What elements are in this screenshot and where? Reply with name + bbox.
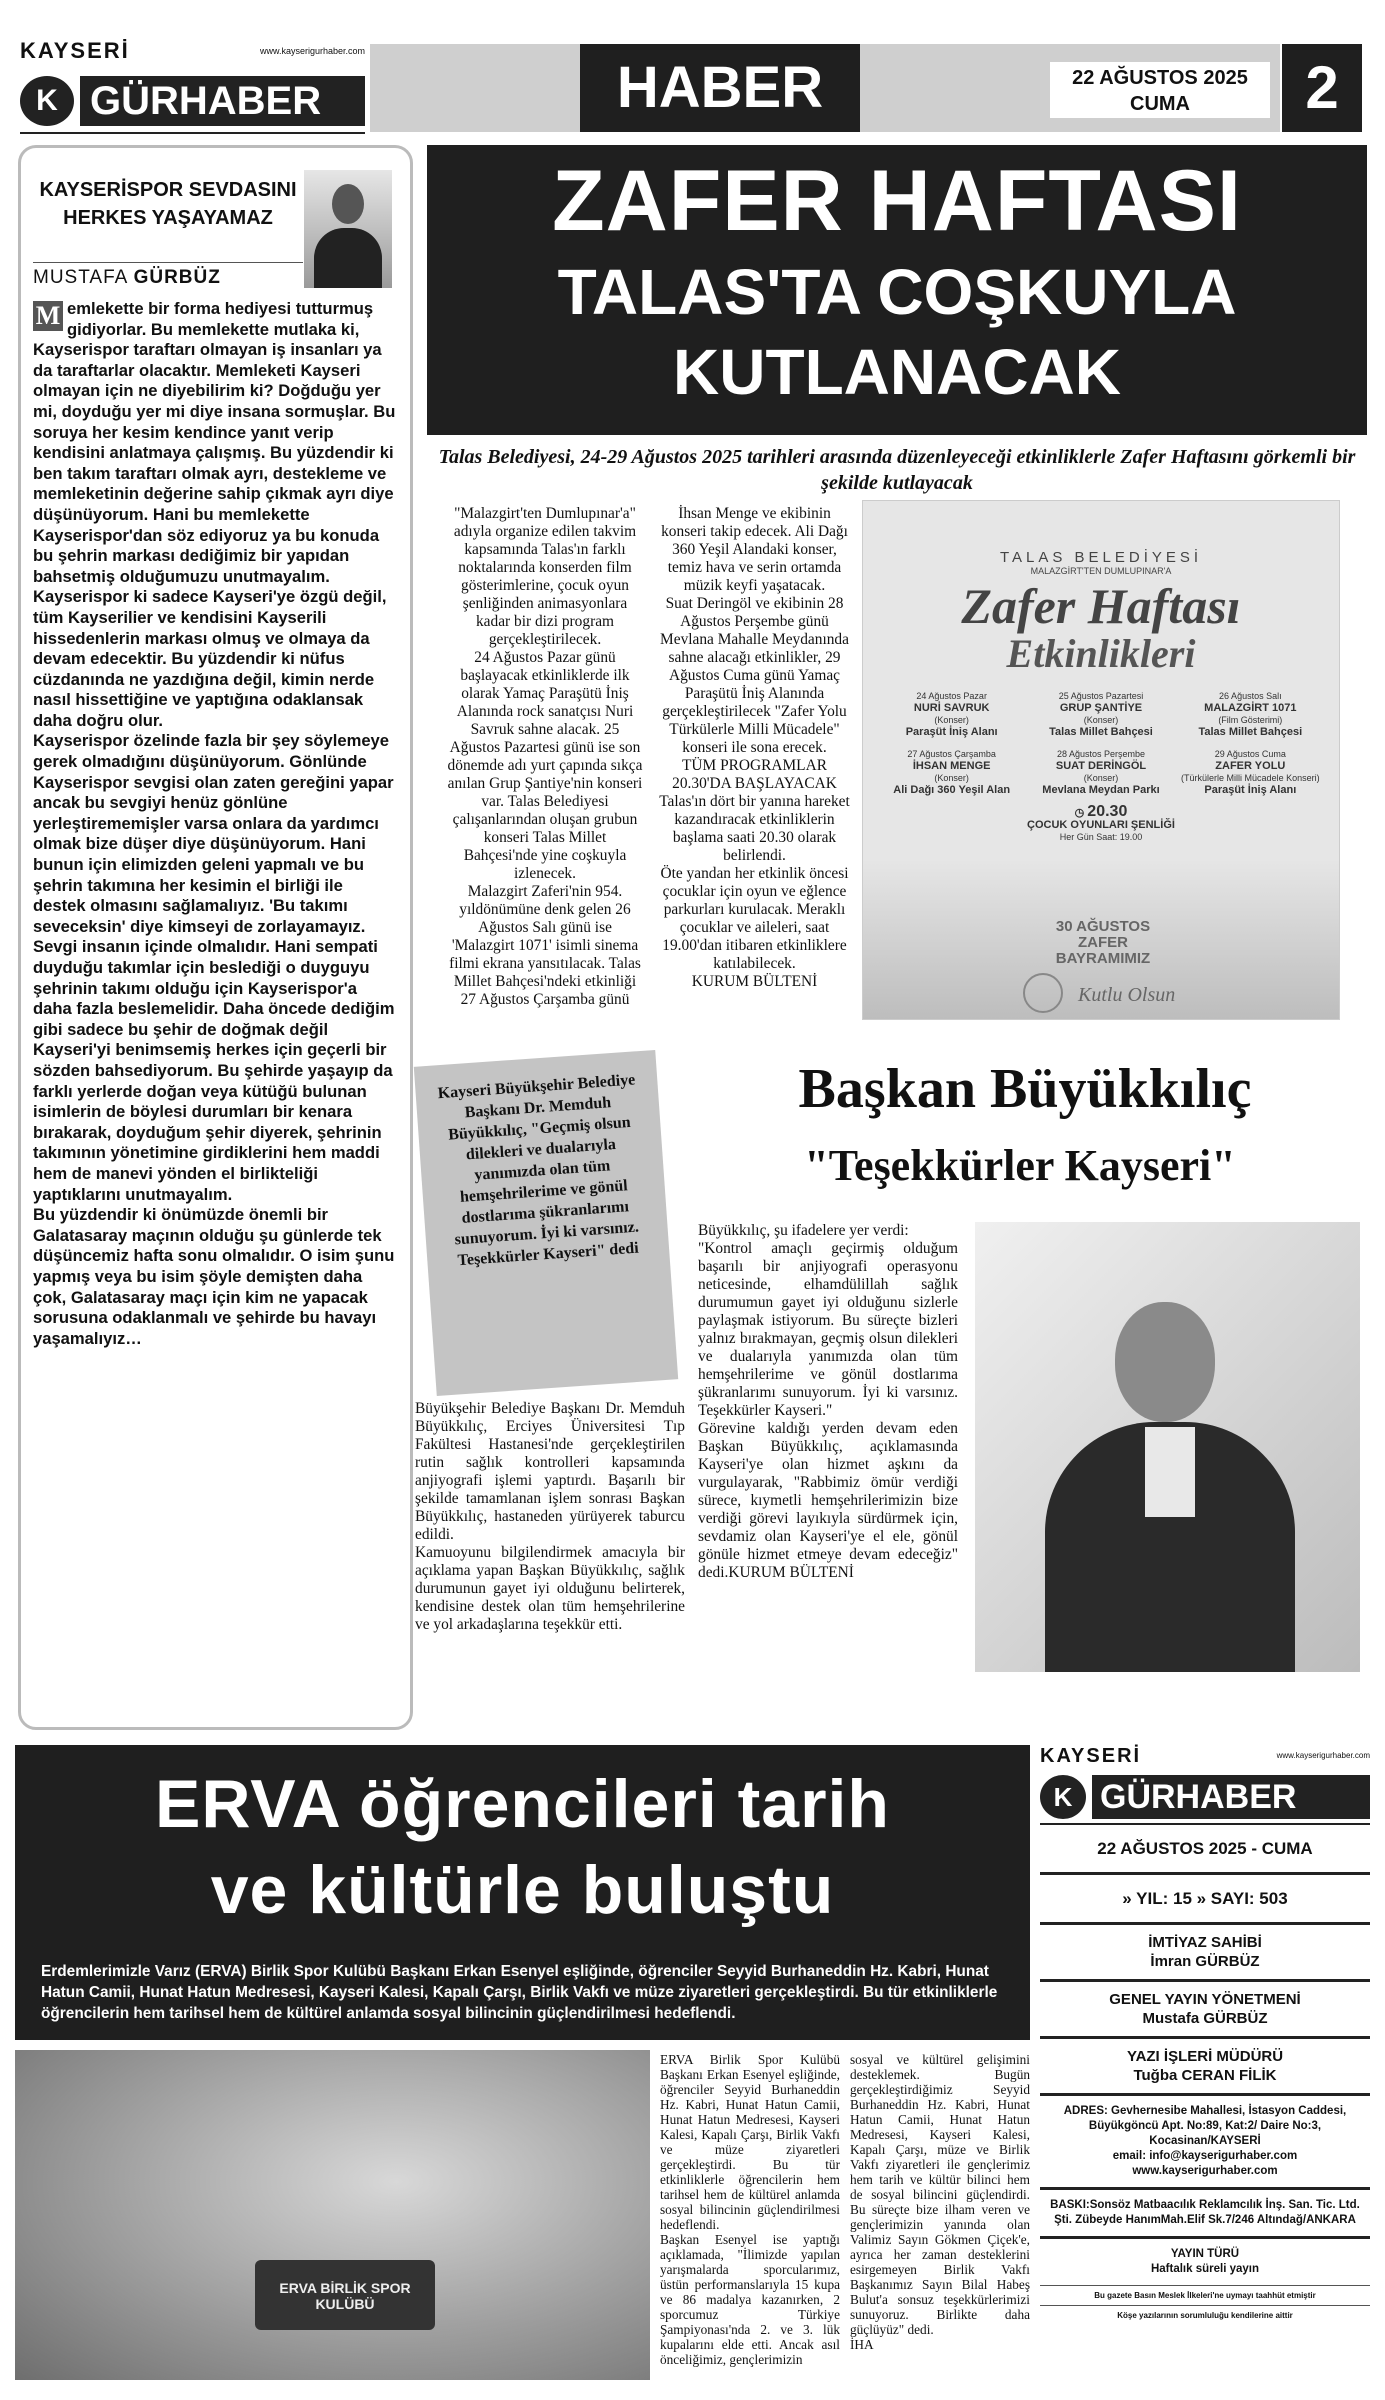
poster-org: TALAS BELEDİYESİ bbox=[999, 549, 1203, 566]
poster-time: ◷ 20.30 bbox=[1074, 803, 1128, 820]
impressum-email[interactable]: email: info@kayserigurhaber.com bbox=[1112, 2150, 1298, 2162]
poster-title: Zafer Haftası bbox=[961, 578, 1241, 634]
column-text: emlekette bir forma hediyesi tutturmuş gidiyorlar. Bu memlekette mutlaka ki, Kayserispor taraftarı olmayan iş insanları ya da taraftarlar olacaktır. Memleketi Kayseri olmayan için ne diyebilirim ki? Doğduğu yer mi, doyduğu yer mi diye insana sormuşlar. Bu soruya her kesim kendince yanıt verip kendisini anlatmaya çalışmış. Bu yüzdendir ki ben takım taraftarı olmak ayrı, destekleme ve memleketinin değerine sahip çıkmak ayrı diye düşünüyorum. Hani bu memlekette Kayserispor'dan söz ediyoruz ya bu konuda bu şehrin markası dediğimiz bir yapıdan bahsetmiş olduğumuzu unutmayalım. Kayserispor ki sadece Kayseri'ye özgü değil, tüm Kayserilier ve kendisini Kayserili hissedenlerin markası olmuş ve olmaya da devam edecektir. Bu yüzdendir ki nüfus cüzdanında ne yazdığına değil, kimin nerde nasıl hissettiğine ve yaptığına odaklansak daha doğru olur. Kayserispor özelinde fazla bir şey söylemeye gerek olmadığını düşünüyorum. Gönlünde Kayserispor sevgisi olan zaten gereğini yapar ancak bu sevgiyi henüz gönlüne yerleştirememişler varsa onlara da yardımcı olmak bize düşer diye düşünüyorum. Hani bunun için elimizden geleni yapmalı ve bu şehrin takımına her kesimin el birliği ile destek olmasını sağlamalıyız. 'Bu takımı seveceksin' diye kimseyi de zorlayamayız. Sevgi insanın içinde olmalıdır. Hani sempati duyduğu takımlar için beslediği o duyguyu şehrinin takımı olduğu için Kayserispor'a daha fazla beslemelidir. Daha öncede dediğim gibi sadece bu şehir de doğmak değil Kayseri'yi benimsemiş herkes için geçerli bir sözden bahsediyorum. Bu şehirde yaşayıp da farklı yerlerde doğan veya kütüğü bulunan isimlerin de böylesi durumları bir kenara bırakarak, doyduğum şehir diyerek, şehrinin takımının yönetimine girdiklerini hem maddi hem de manevi yönden el birlikteliği yaptıklarını unutmayalım. Bu yüzdendir ki önümüzde önemli bir Galatasaray maçının olduğu şu günlerde tek düşüncemiz hafta sonu olmalıdır. O isim şunu yapmış veya bu isim şöyle demişten daha çok, Galatasaray maçı için kim ne yapacak sorusuna odaklanmalı ve şehirde bu havayı yaşamalıyız… bbox=[33, 299, 396, 1348]
poster-event: 27 Ağustos Çarşamba İHSAN MENGE (Konser) Ali Dağı 360 Yeşil Alan bbox=[893, 749, 1011, 796]
zafer-headline-line-2: TALAS'TA COŞKUYLA bbox=[557, 256, 1237, 328]
column-title: KAYSERİSPOR SEVDASINI HERKES YAŞAYAMAZ bbox=[39, 179, 297, 229]
logo-name: GÜRHABER bbox=[80, 76, 365, 126]
pull-quote: Kayseri Büyükşehir Belediye Başkanı Dr. Memduh Büyükkılıç, "Geçmiş olsun dilekleri ve dualarıyla yanımızda olan tüm hemşehrilerime ve gönül dostlarıma şükranlarımı sunuyorum. İyi ki varsınız. Teşekkürler Kayseri" dedi bbox=[414, 1050, 678, 1396]
impressum-gm: GENEL YAYIN YÖNETMENİ Mustafa GÜRBÜZ bbox=[1040, 1982, 1370, 2039]
impressum-note-columns: Köşe yazılarının sorumluluğu kendilerine aittir bbox=[1117, 2311, 1293, 2320]
impressum-address: ADRES: Gevhernesibe Mahallesi, İstasyon Caddesi, Büyükgöncü Apt. No:89, Kat:2/ Daire No:3, Kocasinan/KAYSERİ email: info@kayserigurhaber.com www.kayserigurhaber.com bbox=[1040, 2096, 1370, 2190]
baskan-subheadline: "Teşekkürler Kayseri" bbox=[804, 1141, 1236, 1190]
poster-event-grid bbox=[863, 676, 1339, 796]
opinion-column bbox=[18, 145, 413, 1730]
poster-subtitle: Etkinlikleri bbox=[1006, 631, 1196, 676]
impressum-date: 22 AĞUSTOS 2025 - CUMA bbox=[1040, 1825, 1370, 1875]
column-author bbox=[33, 262, 303, 289]
author-photo bbox=[304, 170, 392, 288]
issue-weekday: CUMA bbox=[1130, 93, 1190, 115]
poster-kids: ÇOCUK OYUNLARI ŞENLİĞİ Her Gün Saat: 19.00 bbox=[1027, 819, 1175, 842]
poster-theme: MALAZGİRT'TEN DUMLUPINAR'A bbox=[1030, 566, 1172, 576]
erva-column-2: sosyal ve kültürel gelişimini desteklemek. Bugün gerçekleştirdiğimiz Seyyid Burhaneddin Hz. Kabri, Hunat Hatun Camii, Hunat Hatun Medresesi, Kayseri Kalesi, Kapalı Çarşı, müze ve Birlik Vakfı ziyaretleri ile gençlerimiz hem tarih ve kültür bilinci hem de sosyal bilincini güçlendirdi. Bu süreçte bize ilham veren ve gençlerimizin yanında olan Valimiz Sayın Gökmen Çiçek'e, ayrıca her zaman desteklerini esirgemeyen Birlik Vakfı Başkanımız Sayın Bilal Habeş Bulut'a sonsuz teşekkürlerimizi sunuyoruz. Birlikte daha güçlüyüz" dedi. İHA bbox=[850, 2052, 1030, 2352]
municipality-seal-icon bbox=[1023, 973, 1063, 1013]
erva-lead: Erdemlerimizle Varız (ERVA) Birlik Spor Kulübü Başkanı Erkan Esenyel eşliğinde, öğrenciler Seyyid Burhaneddin Hz. Kabri, Hunat Hatun Camii, Hunat Hatun Medresesi, Kayseri Kalesi, Kapalı Çarşı, Birlik Vakfı ve müze ziyaretleri gerçekleştirdi. Bu tür etkinliklerle öğrencilerin hem tarihsel hem de kültürel anlamda sosyal bilincinin güçlendirilmesi hedeflendi. bbox=[15, 1955, 1030, 2040]
issue-date bbox=[1050, 62, 1270, 118]
section-label: HABER bbox=[580, 44, 860, 132]
baskan-column-1: Büyükşehir Belediye Başkanı Dr. Memduh Büyükkılıç, Erciyes Üniversitesi Tıp Fakültesi Hastanesi'nde gerçekleştirilen rutin sağlık kontrolleri kapsamında anjiyografi işlemi yaptırdı. Başarılı bir şekilde tamamlanan işlem sonrası Başkan Büyükkılıç, hastaneden yürüyerek taburcu edildi. Kamuoyunu bilgilendirmek amacıyla bir açıklama yapan Başkan Büyükkılıç, sağlık durumunun gayet iyi olduğunu belirterek, kendisine destek olan tüm hemşehrilerine ve yol arkadaşlarına teşekkür etti. bbox=[415, 1400, 685, 1633]
poster-event: 25 Ağustos Pazartesi GRUP ŞANTİYE (Konser) Talas Millet Bahçesi bbox=[1049, 691, 1153, 738]
erva-headline-line-2: ve kültürle buluştu bbox=[210, 1852, 835, 1928]
column-body bbox=[33, 299, 398, 1349]
mayor-photo bbox=[975, 1222, 1360, 1672]
impressum-owner: İMTİYAZ SAHİBİ İmran GÜRBÜZ bbox=[1040, 1925, 1370, 1982]
zafer-subhead: Talas Belediyesi, 24-29 Ağustos 2025 tarihleri arasında düzenleyeceği etkinliklerle Zafer Haftasını görkemli bir şekilde kutlayacak bbox=[438, 446, 1356, 494]
issue-date-day: 22 AĞUSTOS 2025 bbox=[1072, 67, 1248, 89]
impressum-editor: YAZI İŞLERİ MÜDÜRÜ Tuğba CERAN FİLİK bbox=[1040, 2039, 1370, 2096]
author-last-name: GÜRBÜZ bbox=[133, 267, 221, 288]
event-poster bbox=[862, 500, 1340, 1020]
baskan-column-2: Büyükkılıç, şu ifadelere yer verdi: "Kontrol amaçlı geçirmiş olduğum başarılı bir anjiyografi operasyonu neticesinde, elhamdülillah sağlık durumumun gayet iyi olduğunu sizlerle paylaşmak istiyorum. Bu süreçte bizleri yalnız bırakmayan, geçmiş olsun dilekleri ve dualarıyla yanımızda olan tüm hemşehrilerime ve gönül dostlarıma şükranlarımı sunuyorum. İyi ki varsınız. Teşekkürler Kayseri." Görevine kaldığı yerden devam eden Başkan Büyükkılıç, açıklamasında Kayseri'ye olan hizmet aşkını da vurgulayarak, "Rabbimiz ömür verdiği sürece, kıymetli hemşehrilerimizin bize verdiği görevi layıkıyla sürdürmek için, sevdamiz olan Kayseri'ye el ele, gönül gönüle hizmet etmeye devam edeceğiz" dedi.KURUM BÜLTENİ bbox=[698, 1222, 958, 1581]
zafer-headline-line-3: KUTLANACAK bbox=[673, 336, 1121, 408]
logo-mark-icon: K bbox=[20, 76, 74, 126]
impressum-logo-url[interactable]: www.kayserigurhaber.com bbox=[1276, 1751, 1370, 1760]
erva-headline-line-1: ERVA öğrencileri tarih bbox=[155, 1766, 890, 1842]
erva-group-photo bbox=[15, 2050, 650, 2380]
author-first-name: MUSTAFA bbox=[33, 267, 134, 288]
erva-headline-box bbox=[15, 1745, 1030, 1955]
logo-url[interactable]: www.kayserigurhaber.com bbox=[259, 46, 365, 56]
dropcap: M bbox=[33, 301, 63, 331]
impressum-note-ethics: Bu gazete Basın Meslek İlkeleri'ne uymayı taahhüt etmiştir bbox=[1040, 2286, 1370, 2306]
zafer-headline-line-1: ZAFER HAFTASI bbox=[552, 153, 1242, 249]
impressum-print: BASKI:Sonsöz Matbaacılık Reklamcılık İnş. San. Tic. Ltd. Şti. Zübeyde HanımMah.Elif Sk.7/246 Altındağ/ANKARA bbox=[1040, 2190, 1370, 2239]
zafer-column-2: İhsan Menge ve ekibinin konseri takip edecek. Ali Dağı 360 Yeşil Alandaki konser, temiz hava ve serin ortamda müzik keyfi yaşatacak. Suat Deringöl ve ekibinin 28 Ağustos Perşembe günü Mevlana Mahalle Meydanında sahne alacağı etkinlikler, 29 Ağustos Cuma günü Yamaç Paraşütü İniş Alanında gerçekleştirilecek "Zafer Yolu Türkülerle Milli Mücadele" konseri ile sona erecek. TÜM PROGRAMLAR 20.30'DA BAŞLAYACAK Talas'ın dört bir yanına hareket kazandıracak etkinliklerin başlama saati 20.30 olarak belirlendi. Öte yandan her etkinlik öncesi çocuklar için oyun ve eğlence parkurları kurulacak. Meraklı çocuklar ve aileleri, saat 19.00'dan itibaren etkinliklere katılabilecek. KURUM BÜLTENİ bbox=[659, 505, 850, 990]
impressum-logo bbox=[1040, 1745, 1370, 1825]
masthead-logo bbox=[20, 38, 365, 134]
erva-column-1: ERVA Birlik Spor Kulübü Başkanı Erkan Esenyel eşliğinde, öğrenciler Seyyid Burhaneddin Hz. Kabri, Hunat Hatun Camii, Hunat Hatun Medresesi, Kayseri Kalesi, Kapalı Çarşı, Birlik Vakfı ve müze ziyaretleri gerçekleştirdi. Bu tür etkinliklerle öğrencilerin hem tarihsel hem de kültürel anlamda sosyal bilincinin güçlendirilmesi hedeflendi. Başkan Esenyel ise yaptığı açıklamada, "İlimizde yapılan yarışmalarda sporcularımız, üstün performanslarıyla 15 kupa ve 86 madalya kazanırken, 2 sporcumuz Türkiye Şampiyonası'nda 2. ve 3. lük kupalarını elde etti. Ancak asıl önceliğimiz, gençlerimizin bbox=[660, 2052, 840, 2367]
impressum-web[interactable]: www.kayserigurhaber.com bbox=[1132, 2165, 1278, 2177]
photo-banner: ERVA BİRLİK SPOR KULÜBÜ bbox=[255, 2260, 435, 2330]
clock-icon: ◷ bbox=[1074, 807, 1088, 819]
poster-bayram: 30 AĞUSTOS ZAFER BAYRAMIMIZ bbox=[1055, 918, 1151, 967]
poster-signature: Kutlu Olsun bbox=[1078, 984, 1176, 1006]
poster-event: 28 Ağustos Perşembe SUAT DERİNGÖL (Konser) Mevlana Meydan Parkı bbox=[1042, 749, 1160, 796]
zafer-headline-box bbox=[427, 145, 1367, 435]
logo-city: KAYSERİ bbox=[20, 38, 130, 63]
zafer-column-1: "Malazgirt'ten Dumlupınar'a" adıyla organize edilen takvim kapsamında Talas'ın farklı noktalarında konserden film gösterimlerine, çocuk oyun şenliğinden animasyonlara kadar bir dizi program gerçekleştirilecek. 24 Ağustos Pazar günü başlayacak etkinliklerde ilk olarak Yamaç Paraşütü İniş Alanında rock sanatçısı Nuri Savruk sahne alacak. 25 Ağustos Pazartesi günü ise son dönemde adı yurt çapında sıkça anılan Grup Şantiye'nin konseri var. Talas Belediyesi çalışanlarından oluşan grubun konseri Talas Millet Bahçesi'nde yine coşkuyla izlenecek. Malazgirt Zaferi'nin 954. yıldönümüne denk gelen 26 Ağustos Salı günü ise 'Malazgirt 1071' isimli sinema filmi ekrana yansıtılacak. Talas Millet Bahçesi'ndeki etkinliği 27 Ağustos Çarşamba günü bbox=[447, 505, 643, 1008]
impressum bbox=[1040, 1745, 1370, 2385]
poster-event: 24 Ağustos Pazar NURİ SAVRUK (Konser) Paraşüt İniş Alanı bbox=[905, 691, 998, 738]
poster-event: 26 Ağustos Salı MALAZGİRT 1071 (Film Gösterimi) Talas Millet Bahçesi bbox=[1198, 691, 1303, 738]
impressum-logo-name: GÜRHABER bbox=[1092, 1775, 1370, 1819]
impressum-logo-city: KAYSERİ bbox=[1040, 1745, 1142, 1767]
impressum-issue: » YIL: 15 » SAYI: 503 bbox=[1040, 1875, 1370, 1925]
page-number: 2 bbox=[1282, 44, 1362, 132]
baskan-headline: Başkan Büyükkılıç bbox=[798, 1058, 1252, 1120]
poster-event: 29 Ağustos Cuma ZAFER YOLU (Türkülerle Milli Mücadele Konseri) Paraşüt İniş Alanı bbox=[1181, 749, 1320, 796]
impressum-type: YAYIN TÜRÜ Haftalık süreli yayın bbox=[1040, 2239, 1370, 2286]
impressum-logo-mark-icon: K bbox=[1040, 1775, 1086, 1819]
